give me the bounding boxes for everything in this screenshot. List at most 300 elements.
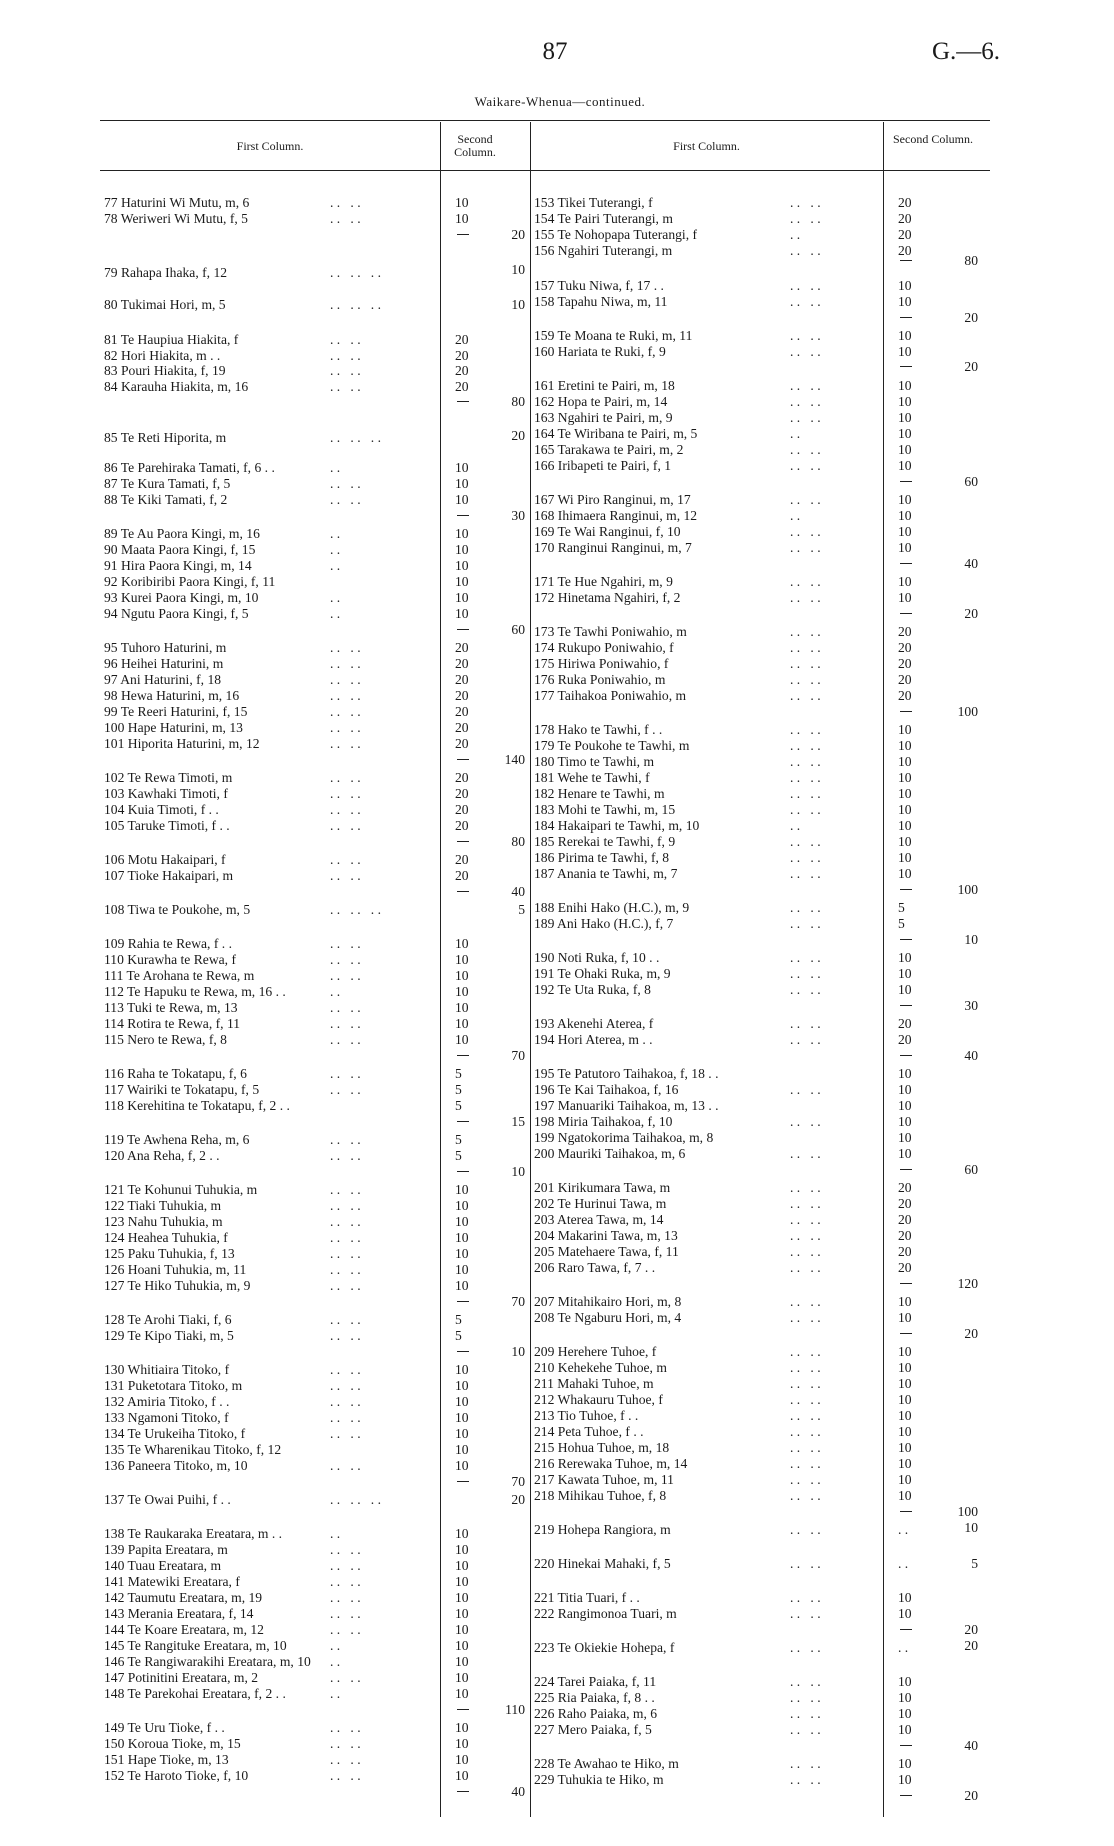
list-item: [534, 426, 898, 441]
header-bottom-rule: [100, 170, 990, 171]
entry-name: 148 Te Parekohai Ereatara, f, 2 . .: [104, 1686, 286, 1701]
entry-name: 128 Te Arohi Tiaki, f, 6: [104, 1312, 232, 1327]
entry-name: 138 Te Raukaraka Ereatara, m . .: [104, 1526, 283, 1541]
subtotal-value: 30: [511, 508, 525, 523]
list-item: [104, 1394, 455, 1409]
list-item: [104, 1590, 455, 1605]
dot-leader: . . . .: [790, 590, 821, 605]
entry-name: 122 Tiaki Tuhukia, m: [104, 1198, 222, 1213]
list-item: [104, 1082, 455, 1097]
dot-leader: . .: [790, 426, 801, 441]
entry-name: 191 Te Ohaki Ruka, m, 9: [534, 966, 671, 981]
entry-value: 10: [898, 1706, 912, 1721]
subtotal-value: 40: [964, 1048, 978, 1063]
entry-name: 102 Te Rewa Timoti, m: [104, 770, 233, 785]
entry-value: 10: [455, 1768, 469, 1783]
dot-leader: . . . .: [330, 868, 361, 883]
list-item: [104, 1442, 455, 1457]
entry-name: 184 Hakaipari te Tawhi, m, 10: [534, 818, 700, 833]
entry-name: 174 Rukupo Poniwahio, f: [534, 640, 674, 655]
dot-leader: . . . .: [790, 1674, 821, 1689]
list-item: [534, 344, 898, 359]
dot-leader: . .: [330, 526, 341, 541]
dot-leader: . . . .: [790, 1114, 821, 1129]
list-item: [104, 1654, 455, 1669]
list-item: [104, 952, 455, 967]
entry-value: 20: [898, 1032, 912, 1047]
entry-name: 103 Kawhaki Timoti, f: [104, 786, 228, 801]
entry-name: 212 Whakauru Tuhoe, f: [534, 1392, 663, 1407]
entry-value: 10: [455, 1606, 469, 1621]
list-item: [534, 1674, 898, 1689]
dot-leader: . . . .: [330, 1558, 361, 1573]
dot-leader: . . . . . .: [330, 297, 381, 312]
list-item: [104, 476, 455, 491]
list-item: [104, 430, 455, 445]
dot-leader: . . . .: [790, 966, 821, 981]
list-item: [104, 348, 455, 363]
list-item: [104, 736, 455, 751]
entry-value: 20: [455, 720, 469, 735]
list-item: [104, 802, 455, 817]
entry-value: 10: [455, 1016, 469, 1031]
entry-name: 228 Te Awahao te Hiko, m: [534, 1756, 679, 1771]
dot-leader: . . . .: [790, 442, 821, 457]
entry-value: 10: [898, 1756, 912, 1771]
list-item: [534, 378, 898, 393]
entry-value: 20: [898, 1228, 912, 1243]
dot-leader: . . . .: [790, 524, 821, 539]
entry-name: 178 Hako te Tawhi, f . .: [534, 722, 663, 737]
list-item: [534, 227, 898, 242]
entry-value: 20: [455, 688, 469, 703]
dot-leader: . . . .: [330, 1622, 361, 1637]
entry-name: 147 Potinitini Ereatara, m, 2: [104, 1670, 259, 1685]
entry-name: 93 Kurei Paora Kingi, m, 10: [104, 590, 259, 605]
subtotal-value: 20: [964, 606, 978, 621]
entry-value: 10: [455, 1262, 469, 1277]
entry-name: 143 Merania Ereatara, f, 14: [104, 1606, 254, 1621]
dot-leader: . . . .: [330, 1720, 361, 1735]
dot-leader: . . . .: [790, 738, 821, 753]
entry-name: 142 Taumutu Ereatara, m, 19: [104, 1590, 263, 1605]
list-item: [104, 1362, 455, 1377]
entry-value: 10: [455, 476, 469, 491]
entry-name: 151 Hape Tioke, m, 13: [104, 1752, 229, 1767]
dot-leader: . . . .: [790, 982, 821, 997]
entry-name: 193 Akenehi Aterea, f: [534, 1016, 654, 1031]
entry-name: 218 Mihikau Tuhoe, f, 8: [534, 1488, 667, 1503]
entry-value: 10: [898, 508, 912, 523]
dot-leader: . . . .: [790, 1032, 821, 1047]
entry-name: 108 Tiwa te Poukohe, m, 5: [104, 902, 251, 917]
entry-name: 195 Te Patutoro Taihakoa, f, 18 . .: [534, 1066, 719, 1081]
dot-leader: . .: [330, 1526, 341, 1541]
list-item: [104, 688, 455, 703]
list-item: [534, 834, 898, 849]
entry-name: 221 Titia Tuari, f . .: [534, 1590, 640, 1605]
dot-leader: . . . .: [790, 640, 821, 655]
list-item: [104, 1768, 455, 1783]
entry-name: 125 Paku Tuhukia, f, 13: [104, 1246, 235, 1261]
list-item: [534, 1098, 898, 1113]
dot-leader: . . . .: [790, 328, 821, 343]
list-item: [534, 195, 898, 210]
entry-name: 158 Tapahu Niwa, m, 11: [534, 294, 668, 309]
entry-name: 110 Kurawha te Rewa, f: [104, 952, 236, 967]
entry-value: 20: [455, 640, 469, 655]
left-second-column-header: Second Column.: [454, 132, 496, 159]
list-item: [534, 1472, 898, 1487]
entry-name: 216 Rerewaka Tuhoe, m, 14: [534, 1456, 688, 1471]
entry-value: 5: [898, 916, 905, 931]
entry-name: 104 Kuia Timoti, f . .: [104, 802, 219, 817]
entry-name: 131 Puketotara Titoko, m: [104, 1378, 243, 1393]
entry-value: 5: [455, 1066, 462, 1081]
entry-name: 224 Tarei Paiaka, f, 11: [534, 1674, 657, 1689]
entry-value: 10: [455, 1590, 469, 1605]
subtotal-value: 20: [964, 310, 978, 325]
entry-name: 111 Te Arohana te Rewa, m: [104, 968, 255, 983]
dot-leader: . . . .: [790, 574, 821, 589]
entry-name: 137 Te Owai Puihi, f . .: [104, 1492, 231, 1507]
list-item: [104, 1542, 455, 1557]
list-item: [534, 786, 898, 801]
dot-leader: . . . .: [330, 1394, 361, 1409]
entry-name: 127 Te Hiko Tuhukia, m, 9: [104, 1278, 251, 1293]
list-item: [534, 1228, 898, 1243]
table-subtitle: Waikare-Whenua—continued.: [474, 94, 646, 109]
list-item: [104, 704, 455, 719]
entry-value: 10: [455, 526, 469, 541]
subtotal-value: 20: [964, 1326, 978, 1341]
list-item: [104, 460, 455, 475]
entry-name: 80 Tukimai Hori, m, 5: [104, 297, 226, 312]
dot-leader: . . . .: [790, 378, 821, 393]
entry-name: 79 Rahapa Ihaka, f, 12: [104, 265, 228, 280]
entry-value: 10: [455, 574, 469, 589]
entry-value: 10: [898, 834, 912, 849]
dot-leader: . . . .: [790, 1606, 821, 1621]
entry-name: 169 Te Wai Ranginui, f, 10: [534, 524, 681, 539]
list-item: [534, 1344, 898, 1359]
entry-name: 130 Whitiaira Titoko, f: [104, 1362, 230, 1377]
entry-value: 10: [898, 1674, 912, 1689]
dot-leader: . .: [790, 227, 801, 242]
entry-value: 20: [898, 1212, 912, 1227]
dot-leader: . . . .: [790, 834, 821, 849]
entry-value: 10: [898, 818, 912, 833]
entry-name: 115 Nero te Rewa, f, 8: [104, 1032, 227, 1047]
entry-value: 20: [455, 802, 469, 817]
list-item: [534, 1032, 898, 1047]
list-item: [104, 1606, 455, 1621]
subtotal-value: 40: [964, 1738, 978, 1753]
list-item: [534, 722, 898, 737]
dot-leader: . . . .: [790, 722, 821, 737]
entry-name: 168 Ihimaera Ranginui, m, 12: [534, 508, 698, 523]
list-item: [534, 754, 898, 769]
dot-leader: . . . .: [790, 1360, 821, 1375]
subtotal-value: 10: [511, 262, 525, 277]
dot-leader: . . . .: [330, 786, 361, 801]
entry-name: 98 Hewa Haturini, m, 16: [104, 688, 240, 703]
dot-leader: . .: [330, 1638, 341, 1653]
list-item: [534, 574, 898, 589]
dot-leader: . . . .: [330, 818, 361, 833]
subtotal-value: 60: [964, 1162, 978, 1177]
entry-value: 10: [455, 1442, 469, 1457]
entry-name: 105 Taruke Timoti, f . .: [104, 818, 230, 833]
dot-leader: . . . .: [790, 754, 821, 769]
entry-value: 10: [898, 1408, 912, 1423]
entry-name: 166 Iribapeti te Pairi, f, 1: [534, 458, 672, 473]
dot-leader: . .: [330, 558, 341, 573]
entry-value: 10: [455, 1362, 469, 1377]
entry-value: 10: [898, 1488, 912, 1503]
list-item: [534, 1590, 898, 1605]
dot-leader: . . . .: [790, 492, 821, 507]
entry-name: 126 Hoani Tuhukia, m, 11: [104, 1262, 247, 1277]
list-item: [534, 540, 898, 555]
entry-value: 10: [455, 1526, 469, 1541]
entry-name: 180 Timo te Tawhi, m: [534, 754, 655, 769]
list-item: [534, 1376, 898, 1391]
list-item: [104, 1670, 455, 1685]
entry-name: 154 Te Pairi Tuterangi, m: [534, 211, 673, 226]
entry-name: 210 Kehekehe Tuhoe, m: [534, 1360, 667, 1375]
entry-value: 10: [455, 1410, 469, 1425]
list-item: [104, 936, 455, 951]
entry-name: 119 Te Awhena Reha, m, 6: [104, 1132, 250, 1147]
list-item: [104, 1736, 455, 1751]
list-item: [534, 1294, 898, 1309]
list-item: [534, 1772, 898, 1787]
entry-name: 78 Weriweri Wi Mutu, f, 5: [104, 211, 248, 226]
entry-name: 163 Ngahiri te Pairi, m, 9: [534, 410, 673, 425]
dot-leader: . . . .: [790, 1228, 821, 1243]
entry-value: 10: [898, 738, 912, 753]
list-item: [534, 294, 898, 309]
dot-leader: . . . .: [330, 1768, 361, 1783]
list-item: [534, 278, 898, 293]
entry-name: 153 Tikei Tuterangi, f: [534, 195, 653, 210]
entry-value: 10: [455, 1542, 469, 1557]
entry-value: 10: [455, 1246, 469, 1261]
list-item: [534, 410, 898, 425]
list-item: [534, 508, 898, 523]
entry-value: 10: [898, 1606, 912, 1621]
entry-value: 10: [898, 1098, 912, 1113]
entry-value: 5: [455, 1132, 462, 1147]
dot-leader: . . . .: [330, 1148, 361, 1163]
dot-leader: . . . .: [330, 1082, 361, 1097]
entry-name: 84 Karauha Hiakita, m, 16: [104, 379, 249, 394]
list-item: [534, 1522, 898, 1537]
list-item: [104, 1000, 455, 1015]
subtotal-value: 70: [511, 1294, 525, 1309]
entry-value: 10: [898, 1130, 912, 1145]
entry-name: 176 Ruka Poniwahio, m: [534, 672, 666, 687]
entry-value: 20: [898, 656, 912, 671]
list-item: [104, 379, 455, 394]
entry-value: 20: [455, 852, 469, 867]
dot-leader: . . . .: [790, 1310, 821, 1325]
dot-leader: . . . .: [330, 1378, 361, 1393]
dot-leader: . . . .: [790, 850, 821, 865]
entry-name: 208 Te Ngaburu Hori, m, 4: [534, 1310, 682, 1325]
list-item: [534, 624, 898, 639]
entry-value: 20: [898, 1196, 912, 1211]
entry-name: 91 Hira Paora Kingi, m, 14: [104, 558, 252, 573]
list-item: [104, 332, 455, 347]
list-item: [104, 1492, 455, 1507]
list-item: [104, 1198, 455, 1213]
entry-name: 120 Ana Reha, f, 2 . .: [104, 1148, 220, 1163]
dot-leader: . . . .: [790, 866, 821, 881]
dot-leader: . .: [330, 542, 341, 557]
dot-leader: . . . .: [330, 1246, 361, 1261]
list-item: [534, 1392, 898, 1407]
list-item: [104, 558, 455, 573]
entry-name: 107 Tioke Hakaipari, m: [104, 868, 234, 883]
list-item: [104, 1526, 455, 1541]
dot-leader: . . . .: [330, 952, 361, 967]
list-item: [104, 1720, 455, 1735]
dot-leader: . . . .: [330, 736, 361, 751]
dot-leader: . . . .: [790, 1722, 821, 1737]
list-item: [534, 442, 898, 457]
entry-name: 134 Te Urukeiha Titoko, f: [104, 1426, 246, 1441]
entry-name: 226 Raho Paiaka, m, 6: [534, 1706, 658, 1721]
entry-value: 20: [898, 688, 912, 703]
entry-value: . .: [898, 1640, 909, 1655]
entry-name: 118 Kerehitina te Tokatapu, f, 2 . .: [104, 1098, 290, 1113]
list-item: [534, 802, 898, 817]
entry-value: 20: [898, 624, 912, 639]
subtotal-value: 60: [964, 474, 978, 489]
list-item: [104, 818, 455, 833]
subtotal-value: 40: [964, 556, 978, 571]
entry-value: 10: [898, 1114, 912, 1129]
entry-name: 92 Koribiribi Paora Kingi, f, 11: [104, 574, 276, 589]
entry-value: 20: [455, 868, 469, 883]
dot-leader: . .: [330, 1686, 341, 1701]
entry-value: 10: [455, 590, 469, 605]
list-item: [534, 982, 898, 997]
list-item: [104, 1328, 455, 1343]
entry-value: 10: [898, 410, 912, 425]
entry-name: 211 Mahaki Tuhoe, m: [534, 1376, 654, 1391]
dot-leader: . . . .: [330, 492, 361, 507]
entry-value: 10: [898, 574, 912, 589]
entry-value: 20: [455, 786, 469, 801]
entry-value: 20: [455, 770, 469, 785]
left-first-column-header: First Column.: [236, 139, 304, 153]
list-item: [534, 492, 898, 507]
dot-leader: . . . .: [330, 1032, 361, 1047]
entry-name: 207 Mitahikairo Hori, m, 8: [534, 1294, 682, 1309]
dot-leader: . . . .: [790, 1440, 821, 1455]
dot-leader: . . . .: [790, 1376, 821, 1391]
dot-leader: . . . .: [330, 1182, 361, 1197]
list-item: [104, 852, 455, 867]
entry-value: 10: [455, 606, 469, 621]
list-item: [534, 770, 898, 785]
subtotal-value: 30: [964, 998, 978, 1013]
list-item: [534, 1066, 898, 1081]
subtotal-value: 70: [511, 1048, 525, 1063]
dot-leader: . . . .: [330, 1736, 361, 1751]
dot-leader: . . . .: [790, 1640, 821, 1655]
subtotal-value: 10: [964, 1520, 978, 1535]
dot-leader: . . . .: [330, 332, 361, 347]
list-item: [534, 1456, 898, 1471]
list-item: [534, 590, 898, 605]
entry-value: 20: [455, 348, 469, 363]
dot-leader: . . . .: [330, 1426, 361, 1441]
entry-value: 10: [898, 1392, 912, 1407]
list-item: [534, 916, 898, 931]
entry-value: 10: [898, 394, 912, 409]
dot-leader: . . . .: [330, 476, 361, 491]
dot-leader: . . . .: [790, 1244, 821, 1259]
list-item: [534, 950, 898, 965]
dot-leader: . . . .: [790, 1424, 821, 1439]
dot-leader: . . . .: [790, 1472, 821, 1487]
dot-leader: . . . .: [330, 1542, 361, 1557]
dot-leader: . . . .: [790, 1016, 821, 1031]
list-item: [104, 1032, 455, 1047]
list-item: [104, 1312, 455, 1327]
entry-value: 10: [455, 211, 469, 226]
subtotal-value: 40: [511, 884, 525, 899]
entry-name: 136 Paneera Titoko, m, 10: [104, 1458, 248, 1473]
entry-value: 10: [455, 1182, 469, 1197]
list-item: [534, 1180, 898, 1195]
entry-name: 83 Pouri Hiakita, f, 19: [104, 363, 226, 378]
dot-leader: . . . .: [790, 1556, 821, 1571]
list-item: [104, 1148, 455, 1163]
dot-leader: . . . .: [790, 656, 821, 671]
dot-leader: . . . .: [790, 1146, 821, 1161]
list-item: [534, 1722, 898, 1737]
entry-name: 139 Papita Ereatara, m: [104, 1542, 228, 1557]
list-item: [104, 1638, 455, 1653]
dot-leader: . . . .: [790, 1522, 821, 1537]
entry-value: 20: [455, 736, 469, 751]
entry-value: 10: [455, 1622, 469, 1637]
list-item: [104, 786, 455, 801]
entry-name: 206 Raro Tawa, f, 7 . .: [534, 1260, 656, 1275]
list-item: [104, 984, 455, 999]
subtotal-value: 60: [511, 622, 525, 637]
list-item: [104, 1214, 455, 1229]
entry-value: 10: [898, 1360, 912, 1375]
dot-leader: . . . .: [790, 900, 821, 915]
dot-leader: . . . . . .: [330, 265, 381, 280]
entry-name: 81 Te Haupiua Hiakita, f: [104, 332, 239, 347]
subtotal-value: 20: [964, 1788, 978, 1803]
entry-value: 10: [455, 492, 469, 507]
list-item: [534, 1310, 898, 1325]
entry-value: 10: [898, 966, 912, 981]
list-item: [104, 1458, 455, 1473]
list-item: [534, 1016, 898, 1031]
subtotal-value: 20: [964, 1638, 978, 1653]
entry-name: 222 Rangimonoa Tuari, m: [534, 1606, 677, 1621]
list-item: [534, 1606, 898, 1621]
